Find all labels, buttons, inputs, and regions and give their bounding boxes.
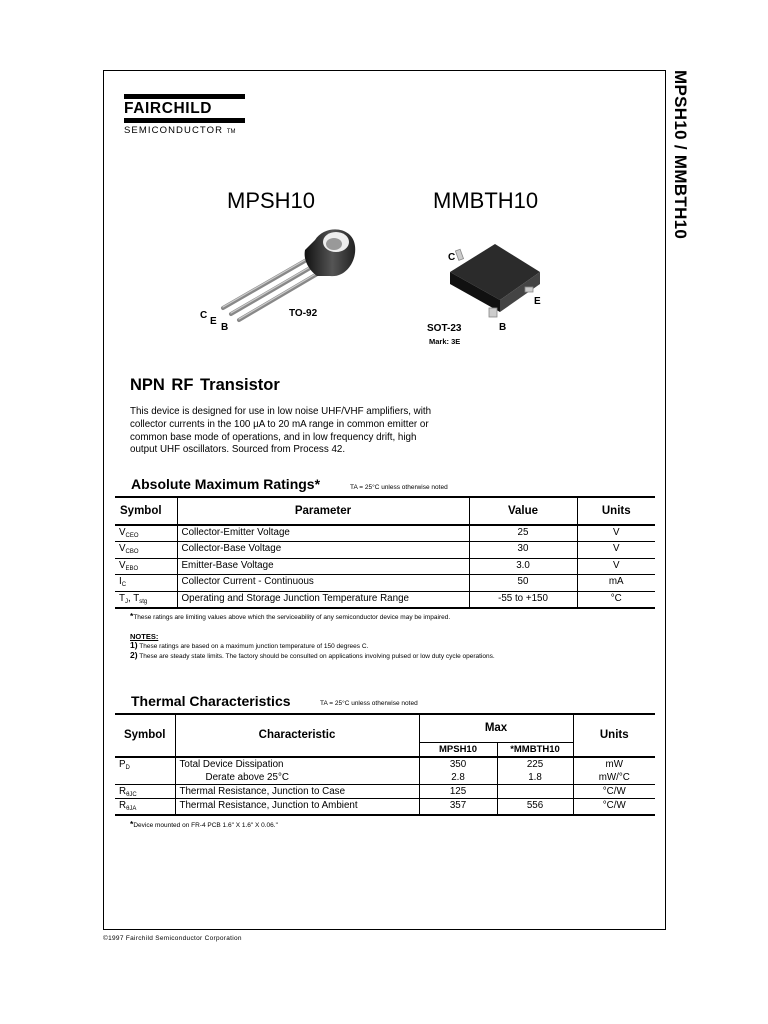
characteristic-cell: Thermal Resistance, Junction to Ambient [175, 798, 419, 815]
symbol-cell: $I_C$ [115, 575, 177, 592]
col-header-units: Units [573, 714, 655, 757]
units-cell: mW mW/°C [573, 757, 655, 785]
col-header-mmbth10: *MMBTH10 [497, 742, 573, 757]
pin-label-b-right: B [499, 322, 507, 333]
notes-block [130, 632, 495, 661]
parameter-cell: Collector-Emitter Voltage [177, 525, 469, 542]
parameter-cell: Collector Current - Continuous [177, 575, 469, 592]
note-item: 2) These are steady state limits. The factory should be consulted on applications involving pulsed or low duty cycle operations. [130, 650, 495, 660]
characteristic-cell: Thermal Resistance, Junction to Case [175, 784, 419, 798]
table-row [115, 575, 655, 592]
symbol-cell: $R_{\theta JC}$ [115, 784, 175, 798]
thermal-title: Thermal Characteristics [131, 693, 291, 709]
page-title: NPN RF Transistor [130, 376, 280, 394]
sot23-package-image [445, 232, 555, 322]
mmbth10-value-cell: 556 [497, 798, 573, 815]
table-row [115, 558, 655, 575]
package-label-sot23: SOT-23 [427, 323, 462, 334]
value-cell: 3.0 [469, 558, 577, 575]
table-row [115, 784, 655, 798]
value-cell: 30 [469, 542, 577, 559]
part-name-right: MMBTH10 [433, 188, 539, 213]
pin-label-e-right: E [534, 296, 541, 307]
thermal-condition: TA = 25°C unless otherwise noted [320, 700, 418, 707]
value-cell: 25 [469, 525, 577, 542]
symbol-cell: $P_D$ [115, 757, 175, 785]
units-cell: °C/W [573, 798, 655, 815]
pin-label-c-right: C [448, 252, 456, 263]
mpsh10-value-cell: 125 [419, 784, 497, 798]
pin-label-c-left: C [200, 310, 208, 321]
package-label-to92: TO-92 [289, 308, 318, 319]
table-row [115, 798, 655, 815]
device-description: This device is designed for use in low noise UHF/VHF amplifiers, with collector currents in the 100 µA to 20 mA range in common emitter or common base mode of operations, and in low frequency drift, high output UHF oscillators. Sourced from Process 42. [130, 406, 432, 456]
col-header-symbol: Symbol [115, 714, 175, 757]
notes-heading: NOTES: [130, 632, 159, 641]
mpsh10-value-cell: 350 2.8 [419, 757, 497, 785]
abs-max-condition: TA = 25°C unless otherwise noted [350, 484, 448, 491]
abs-max-title: Absolute Maximum Ratings* [131, 476, 321, 492]
table-row [115, 542, 655, 559]
symbol-cell: $V_{CBO}$ [115, 542, 177, 559]
abs-max-footnote: *These ratings are limiting values above which the serviceability of any semiconductor device may be impaired. [130, 611, 451, 621]
characteristic-cell: Total Device Dissipation Derate above 25°C [175, 757, 419, 785]
symbol-cell: $T_J$, $T_{stg}$ [115, 591, 177, 608]
value-cell: 50 [469, 575, 577, 592]
value-cell: -55 to +150 [469, 591, 577, 608]
thermal-footnote: *Device mounted on FR-4 PCB 1.6" X 1.6" X 0.06." [130, 819, 278, 829]
col-header-symbol: Symbol [115, 497, 177, 525]
mpsh10-value-cell: 357 [419, 798, 497, 815]
col-header-units: Units [577, 497, 655, 525]
col-header-parameter: Parameter [177, 497, 469, 525]
units-cell: V [577, 542, 655, 559]
pin-label-b-left: B [221, 322, 229, 333]
symbol-cell: $R_{\theta JA}$ [115, 798, 175, 815]
mmbth10-value-cell [497, 784, 573, 798]
units-cell: V [577, 558, 655, 575]
abs-max-table [115, 496, 655, 609]
to92-package-image [205, 220, 360, 325]
pin-label-e-left: E [210, 316, 217, 327]
units-cell: °C/W [573, 784, 655, 798]
note-item: 1) These ratings are based on a maximum junction temperature of 150 degrees C. [130, 640, 369, 650]
logo-name: FAIRCHILD [124, 100, 213, 117]
symbol-cell: $V_{CEO}$ [115, 525, 177, 542]
col-header-max: Max [419, 714, 573, 742]
parameter-cell: Collector-Base Voltage [177, 542, 469, 559]
col-header-value: Value [469, 497, 577, 525]
col-header-mpsh10: MPSH10 [419, 742, 497, 757]
logo-sub: SEMICONDUCTOR TM [124, 125, 236, 136]
parameter-cell: Emitter-Base Voltage [177, 558, 469, 575]
col-header-characteristic: Characteristic [175, 714, 419, 757]
symbol-cell: $V_{EBO}$ [115, 558, 177, 575]
units-cell: V [577, 525, 655, 542]
table-row [115, 757, 655, 785]
mmbth10-value-cell: 225 1.8 [497, 757, 573, 785]
parameter-cell: Operating and Storage Junction Temperature Range [177, 591, 469, 608]
side-title: MPSH10 / MMBTH10 [671, 70, 690, 240]
table-row [115, 591, 655, 608]
units-cell: mA [577, 575, 655, 592]
units-cell: °C [577, 591, 655, 608]
package-mark: Mark: 3E [429, 337, 461, 346]
copyright: ©1997 Fairchild Semiconductor Corporation [103, 935, 242, 942]
thermal-table [115, 713, 655, 816]
fairchild-logo [124, 94, 245, 136]
table-row [115, 525, 655, 542]
part-name-left: MPSH10 [227, 188, 316, 213]
